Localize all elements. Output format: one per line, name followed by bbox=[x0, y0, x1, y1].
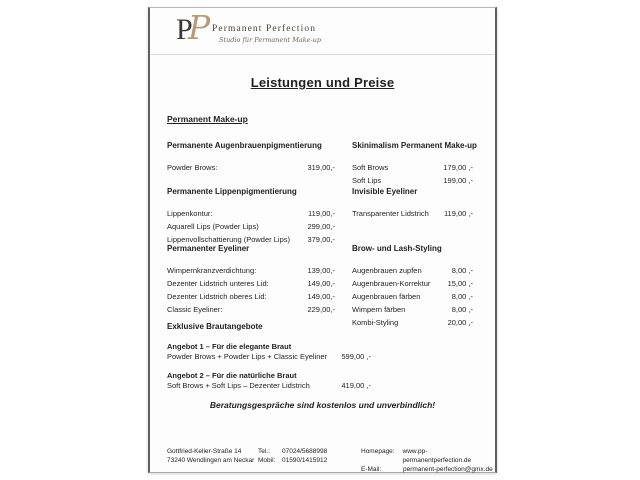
price-row bbox=[167, 264, 335, 277]
service-label: Wimpern färben bbox=[352, 305, 406, 314]
price-row bbox=[352, 161, 473, 174]
section-brow-lash-styling bbox=[352, 244, 473, 329]
section-heading: Invisible Eyeliner bbox=[352, 187, 418, 196]
service-label: Lippenkontur: bbox=[167, 209, 213, 218]
service-price: 8,00 ,- bbox=[451, 292, 473, 301]
email-label: E-Mail: bbox=[361, 466, 382, 473]
section-brautangebote bbox=[167, 322, 371, 400]
service-label: Augenbrauen zupfen bbox=[352, 266, 422, 275]
company-logo bbox=[176, 8, 322, 54]
page-title: Leistungen und Preise bbox=[250, 75, 395, 90]
price-row bbox=[352, 174, 473, 187]
phone-row bbox=[258, 447, 327, 456]
service-price: 149,00,- bbox=[307, 279, 335, 288]
section-heading: Permanente Lippenpigmentierung bbox=[167, 187, 297, 196]
price-row bbox=[167, 303, 335, 316]
section-invisible-eyeliner bbox=[352, 187, 473, 220]
service-label: Aquarell Lips (Powder Lips) bbox=[167, 222, 259, 231]
price-row bbox=[352, 303, 473, 316]
email-address: permanent-perfection@gmx.de bbox=[403, 466, 493, 473]
service-price: 119,00,- bbox=[308, 209, 335, 218]
homepage-url: www.pp-permanentperfection.de bbox=[402, 448, 472, 464]
consultation-note: Beratungsgespräche sind kostenlos und unverbindlich! bbox=[209, 400, 436, 410]
service-label: Lippenvollschattierung (Powder Lips) bbox=[167, 235, 290, 244]
address-line2: 73240 Wendlingen am Neckar bbox=[167, 457, 255, 464]
footer-address bbox=[167, 447, 254, 465]
section-permanenter-eyeliner bbox=[167, 244, 335, 316]
email-row bbox=[361, 465, 495, 474]
footer-phone bbox=[258, 447, 327, 465]
offer-title: Angebot 1 – Für die elegante Braut bbox=[167, 342, 292, 351]
offer-price: 419,00 ,- bbox=[341, 381, 371, 390]
service-label: Soft Lips bbox=[352, 176, 382, 185]
service-price: 20,00 ,- bbox=[447, 318, 473, 327]
mobile-number: 01590/1415912 bbox=[282, 457, 328, 464]
footer-web bbox=[361, 447, 495, 474]
section-augenbrauenpigmentierung bbox=[167, 141, 335, 174]
category-heading: Permanent Make-up bbox=[167, 114, 248, 124]
service-label: Kombi-Styling bbox=[352, 318, 399, 327]
bridal-offer-1 bbox=[167, 342, 371, 362]
monogram-letter-gold: P bbox=[188, 8, 211, 47]
offer-description: Powder Brows + Powder Lips + Classic Eyeliner bbox=[167, 352, 328, 361]
price-row bbox=[167, 381, 371, 391]
price-row bbox=[352, 264, 473, 277]
service-price: 119,00 ,- bbox=[443, 209, 473, 218]
service-label: Powder Brows: bbox=[167, 163, 218, 172]
price-row bbox=[167, 207, 335, 220]
homepage-label: Homepage: bbox=[361, 448, 395, 455]
service-label: Dezenter Lidstrich unteres Lid: bbox=[167, 279, 269, 288]
price-row bbox=[352, 207, 473, 220]
price-row bbox=[167, 290, 335, 303]
service-price: 139,00,- bbox=[307, 266, 335, 275]
offer-description: Soft Brows + Soft Lips – Dezenter Lidstrich bbox=[167, 381, 310, 390]
service-label: Classic Eyeliner: bbox=[167, 305, 223, 314]
service-label: Dezenter Lidstrich oberes Lid: bbox=[167, 292, 267, 301]
service-label: Soft Brows bbox=[352, 163, 389, 172]
section-heading: Permanenter Eyeliner bbox=[167, 244, 250, 253]
pp-monogram-icon bbox=[176, 8, 212, 54]
mobile-row bbox=[258, 456, 327, 465]
monogram-letter-dark: P bbox=[176, 13, 193, 46]
section-skinimalism bbox=[352, 141, 477, 187]
service-price: 379,00,- bbox=[307, 235, 335, 244]
homepage-row bbox=[361, 447, 495, 465]
price-row bbox=[352, 290, 473, 303]
tel-number: 07024/5688998 bbox=[282, 448, 328, 455]
tel-label: Tel.: bbox=[258, 448, 270, 455]
service-price: 199,00 ,- bbox=[443, 176, 473, 185]
section-lippenpigmentierung bbox=[167, 187, 335, 246]
address-line1: Gottfried-Keller-Straße 14 bbox=[167, 448, 242, 455]
service-label: Augenbrauen färben bbox=[352, 292, 421, 301]
section-heading: Brow- und Lash-Styling bbox=[352, 244, 442, 253]
company-name: Permanent Perfection bbox=[212, 24, 317, 34]
bridal-offer-2 bbox=[167, 371, 371, 391]
logo-text bbox=[212, 14, 321, 44]
price-row bbox=[167, 277, 335, 290]
price-row bbox=[352, 277, 473, 290]
section-heading: Exklusive Brautangebote bbox=[167, 322, 263, 331]
service-price: 229,00,- bbox=[307, 305, 335, 314]
section-heading: Skinimalism Permanent Make-up bbox=[352, 141, 477, 150]
service-label: Wimpernkranzverdichtung: bbox=[167, 266, 257, 275]
price-row bbox=[167, 352, 371, 362]
price-row bbox=[167, 161, 335, 174]
company-tagline: Studio für Permanent Make-up bbox=[219, 36, 322, 44]
service-price: 299,00,- bbox=[307, 222, 335, 231]
service-price: 319,00,- bbox=[307, 163, 335, 172]
service-price: 8,00 ,- bbox=[451, 305, 473, 314]
offer-title: Angebot 2 – Für die natürliche Braut bbox=[167, 371, 297, 380]
mobile-label: Mobil: bbox=[258, 457, 276, 464]
offer-price: 599,00 ,- bbox=[341, 352, 371, 361]
price-list-document bbox=[148, 7, 497, 473]
header-divider bbox=[150, 54, 495, 55]
price-row bbox=[167, 220, 335, 233]
service-price: 15,00 ,- bbox=[447, 279, 473, 288]
service-price: 179,00 ,- bbox=[443, 163, 473, 172]
service-label: Augenbrauen-Korrektur bbox=[352, 279, 431, 288]
section-heading: Permanente Augenbrauenpigmentierung bbox=[167, 141, 322, 150]
service-price: 149,00,- bbox=[307, 292, 335, 301]
service-price: 8,00 ,- bbox=[451, 266, 473, 275]
service-label: Transparenter Lidstrich bbox=[352, 209, 429, 218]
